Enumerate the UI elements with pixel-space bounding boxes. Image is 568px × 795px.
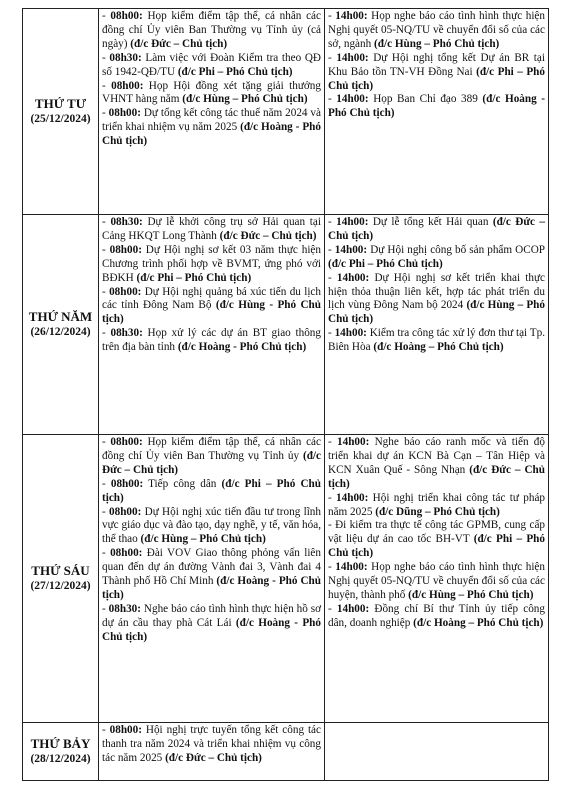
item-time: 08h00: [110,477,144,490]
day-date: (27/12/2024) [30,580,91,592]
morning-cell [99,435,325,723]
morning-cell [99,215,325,435]
item-time: 08h00: [109,505,142,518]
item-assignee: (đ/c Hùng – Phó Chủ tịch) [140,533,266,546]
item-text: Họp xử lý các dự án BT giao thông trên địa bàn tỉnh [102,327,321,354]
item-time: 08h00: [111,79,144,92]
schedule-item: - 08h00: Đài VOV Giao thông phỏng vấn liên quan đến dự án đường Vành đai 3, Vành đai 4 Thành phố Hồ Chí Minh (đ/c Hoàng - Phó Chủ tịch) [102,547,321,601]
item-time: 08h00: [109,243,142,256]
day-name: THỨ BẢY [30,736,91,751]
day-cell [23,215,99,435]
item-assignee: (đ/c Đức – Chủ tịch) [219,229,317,242]
item-time: 08h30: [110,216,143,228]
schedule-row-saturday [23,723,549,781]
day-name: THỨ TƯ [34,96,87,111]
item-text: Đài VOV Giao thông phỏng vấn liên quan đến dự án đường Vành đai 3, Vành đai 4 Thành phố Hồ Chí Minh [102,547,321,588]
schedule-item: - 14h00: Họp Ban Chỉ đạo 389 (đ/c Hoàng - Phó Chủ tịch) [328,93,546,120]
schedule-item: - 14h00: Dự Hội nghị công bố sản phẩm OCOP (đ/c Phi – Phó Chủ tịch) [328,243,545,270]
item-assignee: (đ/c Phi – Phó Chủ tịch) [328,257,443,270]
schedule-item: - 14h00: Hội nghị triển khai công tác tư pháp năm 2025 (đ/c Dũng – Phó Chủ tịch) [328,491,545,518]
item-text: Họp kiểm điểm tập thể, cá nhân các đồng chí Ủy viên Ban Thường vụ Tỉnh ủy (cả ngày) [102,10,321,50]
schedule-item: - 14h00: Đồng chí Bí thư Tỉnh ủy tiếp công dân, doanh nghiệp (đ/c Hoàng – Phó Chủ tịch) [328,602,545,629]
schedule-row-wednesday [23,9,549,215]
item-text: Họp kiểm điểm tập thể, cá nhân các đồng chí Ủy viên Ban Thường vụ Tỉnh ủy [102,436,321,462]
item-text: Dự lễ khởi công trụ sở Hải quan tại Cảng HKQT Long Thành [102,216,321,242]
item-assignee: (đ/c Hùng – Phó Chủ tịch) [182,93,308,106]
schedule-item: - 08h00: Dự Hội nghị quảng bá xúc tiến du lịch các tỉnh Đông Nam Bộ (đ/c Hùng - Phó Chủ tịch) [102,285,321,326]
item-text: Họp Hội đồng xét tặng giải thưởng VHNT hàng năm [102,79,321,106]
schedule-row-friday [23,435,549,723]
afternoon-cell [325,215,549,435]
item-assignee: (đ/c Hoàng - Phó Chủ tịch) [102,121,321,148]
item-assignee: (đ/c Phi – Phó Chủ tịch) [328,65,545,92]
item-text: Làm việc với Đoàn Kiểm tra theo QĐ số 1942-QĐ/TU [102,51,321,78]
item-time: 14h00: [336,51,369,64]
item-assignee: (đ/c Hùng - Phó Chủ tịch) [102,299,321,326]
item-time: 08h00: [108,107,141,120]
item-text: Nghe báo cáo ranh mốc và tiến độ triển khai dự án KCN Bà Cạn – Tân Hiệp và KCN Xuân Quế - Sông Nhạn [328,436,545,476]
schedule-item: - 14h00: Dự Hội nghị sơ kết triển khai thực hiện thỏa thuận liên kết, hợp tác phát triển du lịch vùng Đông Nam bộ 2024 (đ/c Hùng – Phó Chủ tịch) [328,271,545,326]
item-assignee: (đ/c Hoàng – Phó Chủ tịch) [373,341,504,354]
item-time: 08h00: [109,724,142,736]
item-assignee: (đ/c Hoàng - Phó Chủ tịch) [328,93,546,120]
item-assignee: (đ/c Hoàng - Phó Chủ tịch) [102,575,321,601]
schedule-item: - 08h30: Dự lễ khởi công trụ sở Hải quan tại Cảng HKQT Long Thành (đ/c Đức – Chủ tịch) [102,216,321,242]
afternoon-cell [325,723,549,781]
item-text: Họp nghe báo cáo tình hình thực hiện Nghị quyết 05-NQ/TU về chuyển đổi số của các huyện, thành phố [328,561,545,601]
schedule-item: - Đi kiểm tra thực tế công tác GPMB, cung cấp vật liệu dự án cao tốc BH-VT (đ/c Phi – Phó Chủ tịch) [328,519,545,560]
schedule-item: - 08h00: Dự tổng kết công tác thuế năm 2024 và triển khai nhiệm vụ năm 2025 (đ/c Hoàng - Phó Chủ tịch) [102,107,321,148]
schedule-item: - 08h00: Họp kiểm điểm tập thể, cá nhân các đồng chí Ủy viên Ban Thường vụ Tỉnh ủy (đ/c Đức – Chủ tịch) [102,436,321,476]
item-text: Đi kiểm tra thực tế công tác GPMB, cung cấp vật liệu dự án cao tốc BH-VT [328,519,545,546]
item-time: 14h00: [335,561,368,574]
schedule-item: - 08h00: Dự Hội nghị xúc tiến đầu tư trong lĩnh vực giáo dục và đào tạo, dạy nghề, y tế, văn hóa, thể thao (đ/c Hùng – Phó Chủ tịch) [102,505,321,546]
afternoon-cell [325,9,549,215]
morning-cell [99,9,325,215]
item-assignee: (đ/c Dũng – Phó Chủ tịch) [375,505,500,518]
schedule-item: - 14h00: Dự Hội nghị tổng kết Dự án BR tại Khu Bảo tồn TN-VH Đồng Nai (đ/c Phi – Phó Chủ tịch) [328,51,545,92]
schedule-item: - 08h00: Hội nghị trực tuyến tổng kết công tác thanh tra năm 2024 và triển khai nhiệm vụ công tác năm 2025 (đ/c Đức – Chủ tịch) [102,724,321,764]
item-text: Dự Hội nghị công bố sản phẩm OCOP [367,243,545,256]
item-text: Dự Hội nghị sơ kết 03 năm thực hiện Chương trình phối hợp về BVMT, ứng phó với BĐKH [102,243,321,284]
weekly-schedule-table [22,8,549,781]
item-time: 14h00: [337,436,370,448]
schedule-item: - 14h00: Kiểm tra công tác xử lý đơn thư tại Tp. Biên Hòa (đ/c Hoàng – Phó Chủ tịch) [328,327,546,354]
schedule-item: - 14h00: Họp nghe báo cáo tình hình thực hiện Nghị quyết 05-NQ/TU về chuyển đổi số của các sở, ngành (đ/c Hùng – Phó Chủ tịch) [328,10,545,50]
item-time: 08h00: [110,436,143,448]
item-time: 14h00: [336,271,370,284]
item-time: 14h00: [334,327,367,340]
item-text: Dự Hội nghị tổng kết Dự án BR tại Khu Bảo tồn TN-VH Đồng Nai [328,51,545,78]
schedule-item: - 08h00: Họp Hội đồng xét tặng giải thưởng VHNT hàng năm (đ/c Hùng – Phó Chủ tịch) [102,79,321,106]
day-cell [23,435,99,723]
item-text: Dự Hội nghị xúc tiến đầu tư trong lĩnh vực giáo dục và đào tạo, dạy nghề, y tế, văn hóa, thể thao [102,505,321,546]
day-date: (25/12/2024) [30,113,91,125]
item-text: Hội nghị triển khai công tác tư pháp năm 2025 [328,491,545,518]
day-cell [23,9,99,215]
schedule-item: - 14h00: Họp nghe báo cáo tình hình thực hiện Nghị quyết 05-NQ/TU về chuyển đổi số của các huyện, thành phố (đ/c Hùng – Phó Chủ tịch) [328,561,545,601]
day-cell [23,723,99,781]
item-time: 08h30: [109,51,142,64]
item-text: Nghe báo cáo tình hình thực hiện hồ sơ dự án cầu thay phà Cát Lái [102,602,321,629]
item-time: 08h00: [109,285,142,298]
schedule-item: - 14h00: Dự lễ tổng kết Hải quan (đ/c Đức – Chủ tịch) [328,216,545,242]
item-text: Đồng chí Bí thư Tỉnh ủy tiếp công dân, doanh nghiệp [328,602,545,629]
schedule-item: - 08h00: Họp kiểm điểm tập thể, cá nhân các đồng chí Ủy viên Ban Thường vụ Tỉnh ủy (cả ngày) (đ/c Đức – Chủ tịch) [102,10,321,50]
schedule-item: - 08h30: Làm việc với Đoàn Kiểm tra theo QĐ số 1942-QĐ/TU (đ/c Phi – Phó Chủ tịch) [102,51,321,78]
item-assignee: (đ/c Hoàng - Phó Chủ tịch) [102,616,321,643]
item-time: 14h00: [334,243,368,256]
item-assignee: (đ/c Phi – Phó Chủ tịch) [136,271,252,284]
day-name: THỨ SÁU [31,563,90,578]
item-assignee: (đ/c Hùng – Phó Chủ tịch) [408,588,534,601]
schedule-body [23,9,549,781]
schedule-item: - 14h00: Nghe báo cáo ranh mốc và tiến độ triển khai dự án KCN Bà Cạn – Tân Hiệp và KCN Xuân Quế - Sông Nhạn (đ/c Đức – Chủ tịch) [328,436,545,490]
schedule-item: - 08h30: Nghe báo cáo tình hình thực hiện hồ sơ dự án cầu thay phà Cát Lái (đ/c Hoàng - Phó Chủ tịch) [102,602,321,643]
item-time: 08h30: [110,327,143,340]
item-text: Dự Hội nghị quảng bá xúc tiến du lịch các tỉnh Đông Nam Bộ [102,285,321,312]
item-text: Dự tổng kết công tác thuế năm 2024 và triển khai nhiệm vụ năm 2025 [102,107,321,134]
item-assignee: (đ/c Phi – Phó Chủ tịch) [328,533,545,560]
day-date: (28/12/2024) [30,753,91,765]
item-assignee: (đ/c Đức – Chủ tịch) [328,216,545,242]
day-name: THỨ NĂM [28,309,93,324]
item-text: Hội nghị trực tuyến tổng kết công tác thanh tra năm 2024 và triển khai nhiệm vụ công tác năm 2025 [102,724,321,764]
item-time: 14h00: [335,10,368,22]
day-date: (26/12/2024) [30,326,91,338]
item-assignee: (đ/c Phi – Phó Chủ tịch) [102,477,321,504]
schedule-item: - 08h00: Tiếp công dân (đ/c Phi – Phó Chủ tịch) [102,477,321,504]
item-assignee: (đ/c Hùng – Phó Chủ tịch) [328,299,545,326]
item-assignee: (đ/c Đức – Chủ tịch) [165,751,262,764]
item-time: 08h30: [108,602,141,615]
item-time: 14h00: [336,93,369,106]
item-assignee: (đ/c Hoàng – Phó Chủ tịch) [413,616,544,629]
item-time: 08h00: [110,547,143,560]
item-text: Tiếp công dân [143,477,222,490]
item-text: Kiểm tra công tác xử lý đơn thư tại Tp. Biên Hòa [328,327,546,354]
afternoon-cell [325,435,549,723]
item-assignee: (đ/c Đức – Chủ tịch) [130,37,228,50]
item-text: Họp nghe báo cáo tình hình thực hiện Nghị quyết 05-NQ/TU về chuyển đổi số của các sở, ngành [328,10,545,50]
item-time: 14h00: [336,491,369,504]
item-time: 14h00: [336,216,369,228]
item-time: 08h00: [110,10,143,22]
item-time: 14h00: [336,602,370,615]
item-assignee: (đ/c Hoàng - Phó Chủ tịch) [177,341,307,354]
schedule-row-thursday [23,215,549,435]
item-text: Họp Ban Chỉ đạo 389 [368,93,483,106]
item-text: Dự lễ tổng kết Hải quan [368,216,493,228]
morning-cell [99,723,325,781]
item-assignee: (đ/c Đức – Chủ tịch) [102,449,321,476]
item-assignee: (đ/c Hùng – Phó Chủ tịch) [374,37,500,50]
schedule-item: - 08h30: Họp xử lý các dự án BT giao thông trên địa bàn tỉnh (đ/c Hoàng - Phó Chủ tịch) [102,327,321,354]
item-assignee: (đ/c Phi – Phó Chủ tịch) [177,65,293,78]
item-text: Dự Hội nghị sơ kết triển khai thực hiện thỏa thuận liên kết, hợp tác phát triển du lịch vùng Đông Nam bộ 2024 [328,271,545,312]
item-assignee: (đ/c Đức – Chủ tịch) [328,463,545,490]
schedule-item: - 08h00: Dự Hội nghị sơ kết 03 năm thực hiện Chương trình phối hợp về BVMT, ứng phó với BĐKH (đ/c Phi – Phó Chủ tịch) [102,243,321,284]
